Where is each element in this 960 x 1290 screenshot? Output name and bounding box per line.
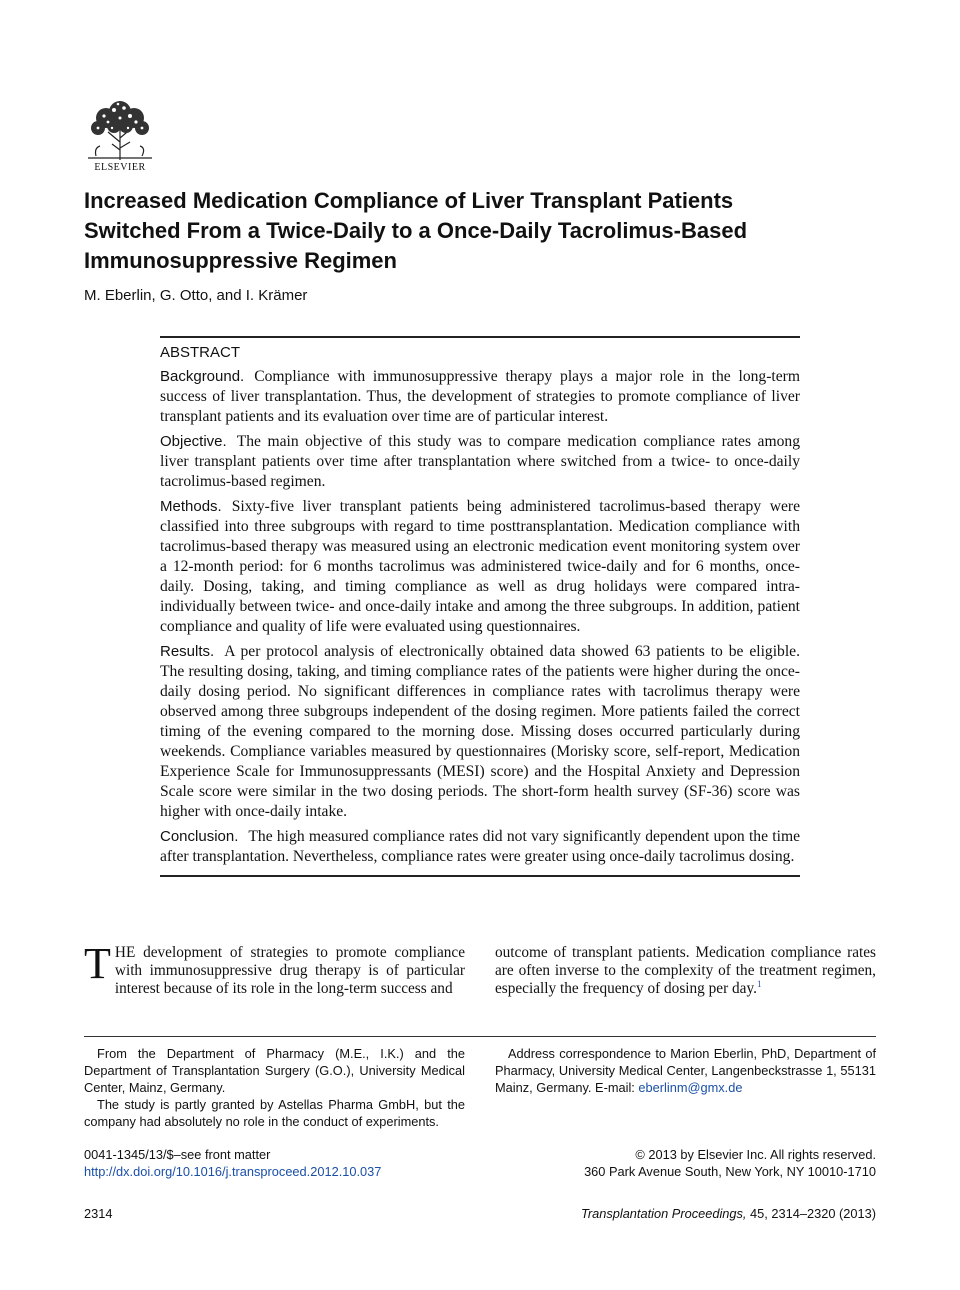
- issn-line: 0041-1345/13/$–see front matter: [84, 1147, 271, 1162]
- footnote-divider: [84, 1036, 876, 1037]
- section-text: The main objective of this study was to compare medication compliance rates among liver transplant patients over time after transplantation where switched from a twice- to once-daily tacrolimus-based regimen.: [160, 433, 800, 490]
- issn-block: [84, 1146, 381, 1180]
- section-label: Results.: [160, 643, 215, 660]
- footnote-right: [495, 1045, 876, 1096]
- abstract-top-rule: [160, 336, 800, 338]
- section-label: Objective.: [160, 433, 227, 450]
- publisher-address: 360 Park Avenue South, New York, NY 10010-1710: [584, 1164, 876, 1179]
- abstract-background: [160, 367, 800, 427]
- funding-note: The study is partly granted by Astellas Pharma GmbH, but the company had absolutely no role in the conduct of experiments.: [84, 1097, 465, 1129]
- doi-link[interactable]: http://dx.doi.org/10.1016/j.transproceed.2012.10.037: [84, 1164, 382, 1179]
- article-title: [84, 186, 844, 276]
- abstract-conclusion: [160, 827, 800, 867]
- body-column-left: [84, 939, 465, 998]
- abstract-bottom-rule: [160, 875, 800, 877]
- correspondence-text: Address correspondence to Marion Eberlin, PhD, Department of Pharmacy, University Medical Center, Langenbeckstrasse 1, 55131 Mainz, Germany. E-mail:: [495, 1046, 876, 1095]
- title-line: Switched From a Twice-Daily to a Once-Daily Tacrolimus-Based: [84, 218, 748, 243]
- reference-link[interactable]: 1: [756, 979, 762, 989]
- author-list: M. Eberlin, G. Otto, and I. Krämer: [84, 287, 308, 304]
- section-label: Background.: [160, 368, 245, 385]
- abstract-objective: [160, 432, 800, 492]
- publisher-name: ELSEVIER: [94, 162, 146, 173]
- journal-citation: [581, 1206, 876, 1221]
- body-column-right: [495, 944, 876, 998]
- copyright-block: [584, 1146, 876, 1180]
- body-text: outcome of transplant patients. Medication compliance rates are often inverse to the complexity of the treatment regimen, especially the frequency of dosing per day.: [495, 944, 876, 997]
- abstract-heading: ABSTRACT: [160, 344, 241, 361]
- drop-cap: T: [84, 939, 111, 988]
- copyright-line: © 2013 by Elsevier Inc. All rights reserved.: [635, 1147, 876, 1162]
- page-number: 2314: [84, 1206, 113, 1221]
- section-label: Conclusion.: [160, 828, 239, 845]
- section-label: Methods.: [160, 498, 222, 515]
- section-text: A per protocol analysis of electronically obtained data showed 63 patients to be eligible. The resulting dosing, taking, and timing compliance rates of the patients were higher during the once-daily dosing period. No significant differences in compliance rates with tacrolimus therapy were observed among three subgroups independent of the dosing regimen. More patients failed the correct timing of the evening compared to the morning dose. Missing doses occurred particularly during weekends. Compliance variables measured by questionnaires (Morisky score, self-report, Medication Experience Scale for Immunosuppressants (MESI) score) and the Hospital Anxiety and Depression Scale score were similar in the two dosing periods. The short-form health survey (SF-36) score was higher with once-daily intake.: [160, 643, 800, 820]
- section-text: Sixty-five liver transplant patients being administered tacrolimus-based therapy were classified into three subgroups with regard to time posttransplantation. Medication compliance with tacrolimus-based therapy was measured using an electronic medication event monitoring system over a 12-month period: for 6 months tacrolimus was administered twice-daily and for 6 months, once-daily. Dosing, taking, and timing compliance as well as drug holidays were compared intra-individually between twice- and once-daily intake and among the three subgroups. In addition, patient compliance and quality of life were evaluated using questionnaires.: [160, 498, 800, 635]
- affiliation-note: From the Department of Pharmacy (M.E., I.K.) and the Department of Transplantation Surgery (G.O.), University Medical Center, Mainz, Germany.: [84, 1046, 465, 1095]
- journal-name: Transplantation Proceedings,: [580, 1206, 747, 1221]
- email-link[interactable]: eberlinm@gmx.de: [638, 1080, 743, 1095]
- section-text: Compliance with immunosuppressive therapy plays a major role in the long-term success of liver transplantation. Thus, the development of strategies to promote compliance of liver transplant patients and its evaluation over time are of particular interest.: [160, 368, 800, 425]
- footnote-left: [84, 1045, 465, 1130]
- title-line: Increased Medication Compliance of Liver Transplant Patients: [84, 188, 734, 213]
- title-line: Immunosuppressive Regimen: [84, 248, 397, 273]
- abstract-results: [160, 642, 800, 822]
- citation-details: 45, 2314–2320 (2013): [750, 1206, 876, 1221]
- abstract-box: [160, 336, 800, 877]
- section-text: The high measured compliance rates did not vary significantly dependent upon the time after transplantation. Nevertheless, compliance rates were greater using once-daily tacrolimus dosing.: [160, 828, 800, 865]
- correspondence-note: [495, 1045, 876, 1096]
- abstract-methods: [160, 497, 800, 637]
- body-text: HE development of strategies to promote compliance with immunosuppressive drug therapy is of particular interest because of its role in the long-term success and: [114, 944, 465, 997]
- tree-icon: [84, 98, 156, 162]
